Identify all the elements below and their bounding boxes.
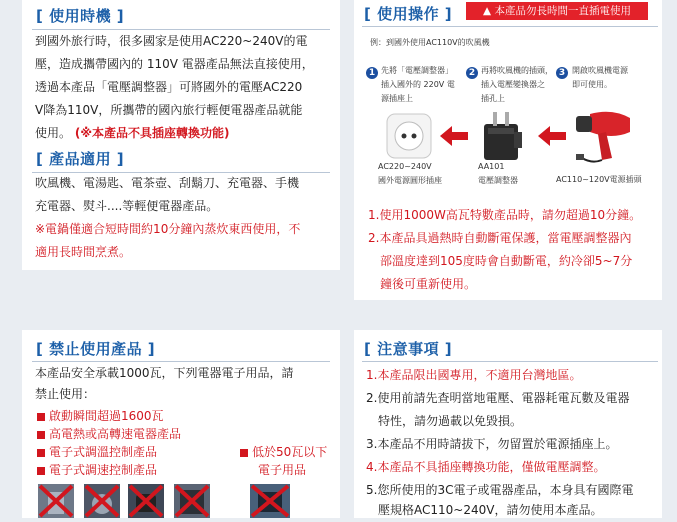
applicable-line-1: 吹風機、電湯匙、電茶壺、刮鬍刀、充電器、手機 (35, 176, 300, 190)
operation-example: 例：到國外使用AC110V的吹風機 (370, 38, 490, 47)
caution-item-3: 3.本產品不用時請拔下，勿留置於電源插座上。 (366, 437, 618, 451)
list-item: 電子式調速控制產品 (37, 461, 181, 479)
caution-item-4: 4.本產品不具插座轉換功能，僅做電壓調整。 (366, 460, 606, 474)
socket-icon (385, 112, 433, 160)
usage-no-conversion-note: (※本產品不具插座轉換功能) (74, 126, 230, 140)
operation-note-2: 2.本產品具過熱時自動斷電保護，當電壓調整器內 (368, 231, 632, 245)
prohibited-line-1: 本產品安全承載1000瓦，下列電器電子用品，請 (35, 366, 294, 380)
step-2-text: 再將吹風機的插頭， 插入電壓變換器之 插孔上 (481, 66, 553, 103)
usage-line-4: V降為110V，所攜帶的國內旅行輕便電器產品就能 (35, 103, 303, 117)
operation-note-4: 鐘後可重新使用。 (380, 277, 477, 291)
operation-divider (362, 26, 658, 27)
step-1-text: 先將「電壓調整器」 插入國外的 220V 電 源插座上 (381, 66, 455, 103)
list-item: 高電熱或高轉速電器產品 (37, 425, 181, 443)
usage-line-3: 透過本產品「電壓調整器」可將國外的電壓AC220 (35, 80, 303, 94)
arrow-left-icon (440, 126, 468, 146)
applicable-title: [ 產品適用 ] (36, 150, 125, 168)
step-3-text: 開啟吹風機電源 即可使用。 (572, 66, 628, 89)
caution-item-2-cont: 特性，請勿過載以免毀損。 (378, 414, 523, 428)
prohibited-appliance-icon (128, 484, 164, 518)
prohibited-appliance-icon (38, 484, 74, 518)
prohibited-items (37, 407, 181, 479)
prohibited-appliance-icon (84, 484, 120, 518)
usage-title: [ 使用時機 ] (36, 7, 125, 25)
caption-socket: AC220~240V 國外電源圓形插座 (378, 162, 442, 185)
cautions-divider (362, 361, 658, 362)
list-item: 啟動瞬間超過1600瓦 (37, 407, 181, 425)
adapter-icon (480, 110, 524, 162)
operation-note-1: 1.使用1000W高瓦特數產品時，請勿超過10分鐘。 (368, 208, 642, 222)
arrow-left-icon (538, 126, 566, 146)
caution-item-5: 5.您所使用的3C電子或電器產品，本身具有國際電 (366, 483, 634, 497)
operation-note-3: 部溫度達到105度時會自動斷電，約冷卻5~7分 (380, 254, 633, 268)
operation-title: [ 使用操作 ] (364, 5, 453, 23)
caution-item-5-cont: 壓規格AC110~240V，請勿使用本產品。 (378, 503, 603, 517)
step-1-number: 1 (366, 67, 378, 79)
caption-adapter: AA101 電壓調整器 (478, 162, 518, 185)
caption-plug: AC110~120V電源插頭 (556, 175, 642, 184)
prohibited-appliance-icon (250, 484, 290, 518)
caution-item-2: 2.使用前請先查明當地電壓、電器耗電瓦數及電器 (366, 391, 630, 405)
step-3-number: 3 (556, 67, 568, 79)
usage-last-prefix: 使用。 (35, 126, 72, 140)
usage-line-1: 到國外旅行時，很多國家是使用AC220~240V的電 (35, 34, 308, 48)
applicable-warning-1: ※電鍋僅適合短時間約10分鐘內蒸炊東西使用，不 (35, 222, 301, 236)
list-item: 電子式調溫控制產品 (37, 443, 181, 461)
prohibited-appliance-icon (174, 484, 210, 518)
applicable-warning-2: 適用長時間烹煮。 (35, 245, 132, 259)
prohibited-line-2: 禁止使用： (35, 387, 96, 401)
long-use-warning-badge: ▲ 本產品勿長時間一直插電使用 (466, 2, 648, 20)
prohibited-extra-item: 低於50瓦以下 電子用品 (240, 443, 327, 479)
prohibited-title: [ 禁止使用產品 ] (36, 340, 156, 358)
hair-dryer-icon (572, 106, 636, 168)
caution-item-1: 1.本產品限出國專用，不適用台灣地區。 (366, 368, 582, 382)
usage-line-2: 壓，造成攜帶國內的 110V 電器產品無法直接使用， (35, 57, 314, 71)
step-2-number: 2 (466, 67, 478, 79)
applicable-line-2: 充電器、熨斗....等輕便電器產品。 (35, 199, 219, 213)
cautions-title: [ 注意事項 ] (364, 340, 453, 358)
usage-line-5 (35, 122, 229, 145)
